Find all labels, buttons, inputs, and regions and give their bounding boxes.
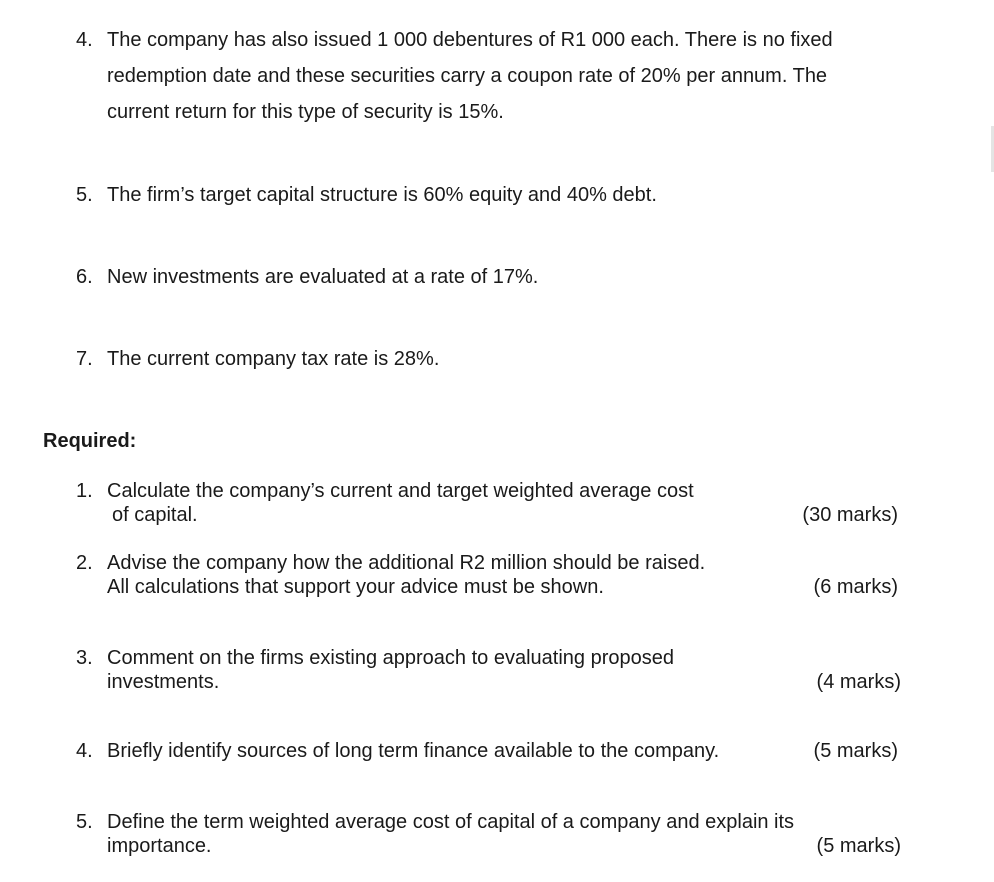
question-text-line: Comment on the firms existing approach to evaluating proposed xyxy=(107,647,674,669)
question-number: 2. xyxy=(76,552,93,574)
item-number: 5. xyxy=(76,184,93,206)
question-marks: (30 marks) xyxy=(802,504,898,526)
question-text-line: All calculations that support your advice must be shown. xyxy=(107,576,604,598)
required-heading: Required: xyxy=(43,430,137,452)
item-text-line: The company has also issued 1 000 debentures of R1 000 each. There is no fixed xyxy=(107,29,833,51)
question-text-line: Briefly identify sources of long term finance available to the company. xyxy=(107,740,720,762)
question-text-line: Calculate the company’s current and target weighted average cost xyxy=(107,480,694,502)
question-marks: (5 marks) xyxy=(816,835,901,857)
question-number: 3. xyxy=(76,647,93,669)
item-number: 7. xyxy=(76,348,93,370)
item-text-line: current return for this type of security is 15%. xyxy=(107,101,504,123)
question-marks: (4 marks) xyxy=(816,671,901,693)
item-text-line: The firm’s target capital structure is 60% equity and 40% debt. xyxy=(107,184,657,206)
question-number: 5. xyxy=(76,811,93,833)
item-text-line: New investments are evaluated at a rate of 17%. xyxy=(107,266,539,288)
question-number: 4. xyxy=(76,740,93,762)
item-number: 6. xyxy=(76,266,93,288)
question-text-line: Advise the company how the additional R2 million should be raised. xyxy=(107,552,706,574)
question-marks: (6 marks) xyxy=(813,576,898,598)
item-text-line: redemption date and these securities carry a coupon rate of 20% per annum. The xyxy=(107,65,828,87)
item-number: 4. xyxy=(76,29,93,51)
question-text-line: importance. xyxy=(107,835,212,857)
question-text-line: investments. xyxy=(107,671,220,693)
item-text-line: The current company tax rate is 28%. xyxy=(107,348,440,370)
question-text-line: of capital. xyxy=(112,504,198,526)
question-marks: (5 marks) xyxy=(813,740,898,762)
question-text-line: Define the term weighted average cost of capital of a company and explain its xyxy=(107,811,795,833)
question-number: 1. xyxy=(76,480,93,502)
